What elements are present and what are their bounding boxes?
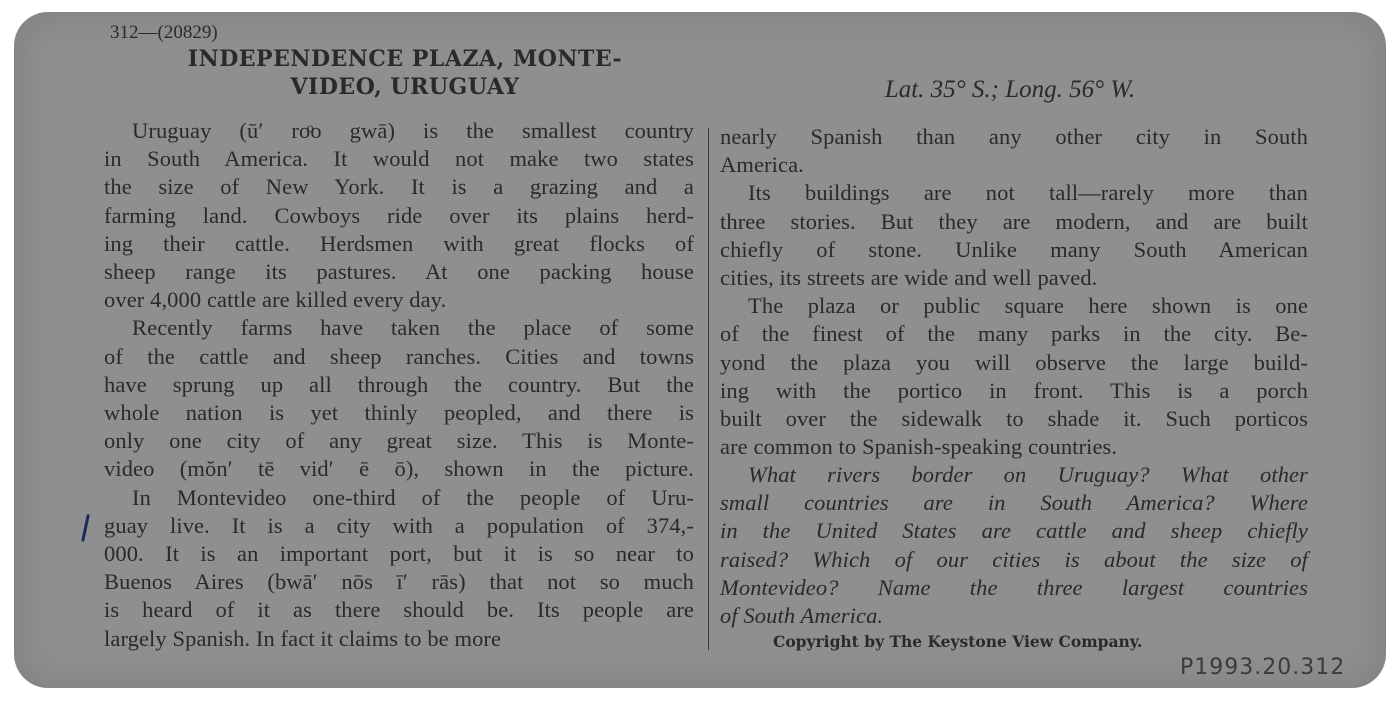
question-line: What rivers border on Uruguay? What other [748,462,1308,487]
text-line: The plaza or public square here shown is one [748,293,1308,319]
card-title-line-2: VIDEO, URUGUAY [290,74,520,100]
text-line: yond the plaza you will observe the large build- [720,349,1308,375]
text-line: guay live. It is a city with a population of 374,- [104,512,694,538]
text-line: is heard of it as there should be. Its people are [104,597,694,623]
text-line: three stories. But they are modern, and are built [720,208,1308,234]
question-line: small countries are in South America? Where [720,490,1308,516]
text-line: 000. It is an important port, but it is so near to [104,541,694,566]
question-line: Montevideo? Name the three largest countries [720,574,1308,600]
text-line: In Montevideo one-third of the people of Uru- [132,484,694,510]
text-line: chiefly of stone. Unlike many South American [720,236,1308,262]
text-line: Its buildings are not tall—rarely more than [748,180,1308,206]
lat-long: Lat. 35° S.; Long. 56° W. [884,76,1136,103]
text-line: are common to Spanish-speaking countries. [720,434,1118,460]
catalog-number: P1993.20.312 [1180,655,1346,680]
card-number: 312—(20829) [110,22,218,43]
text-line: of the finest of the many parks in the city. Be- [720,321,1308,347]
text-line: Buenos Aires (bwā′ nōs ī′ rās) that not so much [104,569,694,595]
text-line: whole nation is yet thinly peopled, and there is [104,400,694,425]
text-line: built over the sidewalk to shade it. Such porticos [720,406,1308,431]
text-line: farming land. Cowboys ride over its plains herd- [104,202,694,228]
text-line: Recently farms have taken the place of some [132,315,694,341]
text-line: nearly Spanish than any other city in South [720,124,1308,149]
question-line: of South America. [720,603,884,628]
card-title-line-1: INDEPENDENCE PLAZA, MONTE- [187,46,623,72]
text-line: largely Spanish. In fact it claims to be more [104,625,502,651]
text-line: ing with the portico in front. This is a porch [720,377,1308,403]
text-line: America. [720,152,804,178]
text-line: of the cattle and sheep ranches. Cities and towns [104,343,694,369]
question-line: raised? Which of our cities is about the size of [720,546,1308,572]
copyright-line: Copyright by The Keystone View Company. [773,632,1143,651]
text-line: ing their cattle. Herdsmen with great flocks of [104,230,694,256]
text-line: video (mŏn′ tē vid′ ē ō), shown in the picture. [104,456,694,482]
question-line: in the United States are cattle and sheep chiefly [720,518,1308,544]
text-line: in South America. It would not make two states [104,146,694,172]
text-line: Uruguay (ū′ roͦo gwā) is the smallest country [132,118,694,143]
text-line: cities, its streets are wide and well paved. [720,265,1098,290]
text-line: the size of New York. It is a grazing and a [104,174,694,200]
text-line: only one city of any great size. This is Monte- [104,428,694,454]
text-line: over 4,000 cattle are killed every day. [104,287,447,313]
text-line: sheep range its pastures. At one packing house [104,259,694,284]
text-line: have sprung up all through the country. But the [104,371,694,397]
column-divider [708,128,709,650]
